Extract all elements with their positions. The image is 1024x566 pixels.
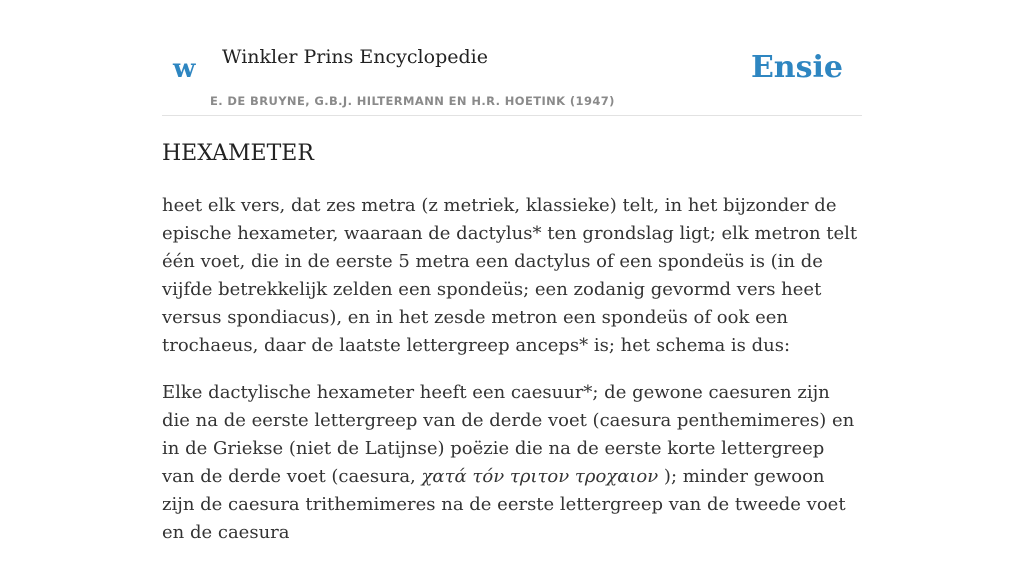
article-body xyxy=(162,192,862,566)
site-logo[interactable]: w xyxy=(173,54,196,84)
site-header xyxy=(162,40,862,116)
authors-line: E. DE BRUYNE, G.B.J. HILTERMANN EN H.R. HOETINK (1947) xyxy=(210,94,615,108)
article-title: HEXAMETER xyxy=(162,141,314,166)
brand-logo[interactable]: Ensie xyxy=(750,50,843,85)
paragraph-text: ); minder gewoon zijn de caesura trithemimeres na de eerste lettergreep van de tweede voet en de caesura xyxy=(162,466,846,543)
paragraph-text: Elke dactylische hexameter heeft een caesuur*; de gewone caesuren zijn die na de eerste lettergreep van de derde voet (caesura penthemimeres) en in de Griekse (niet de Latijnse) poëzie die na de eerste korte lettergreep van de derde voet (caesura, xyxy=(162,382,855,487)
greek-phrase: χατά τόν τριτον τροχαιον xyxy=(421,466,659,487)
paragraph: heet elk vers, dat zes metra (z metriek, klassieke) telt, in het bijzonder de epische hexameter, waaraan de dactylus* ten grondslag ligt; elk metron telt één voet, die in de eerste 5 metra een dactylus of een spondeüs is (in de vijfde betrekkelijk zelden een spondeüs; een zodanig gevormd vers heet versus spondiacus), en in het zesde metron een spondeüs of ook een trochaeus, daar de laatste lettergreep anceps* is; het schema is dus: xyxy=(162,195,858,356)
site-title[interactable]: Winkler Prins Encyclopedie xyxy=(222,46,488,68)
paragraph xyxy=(162,379,862,547)
